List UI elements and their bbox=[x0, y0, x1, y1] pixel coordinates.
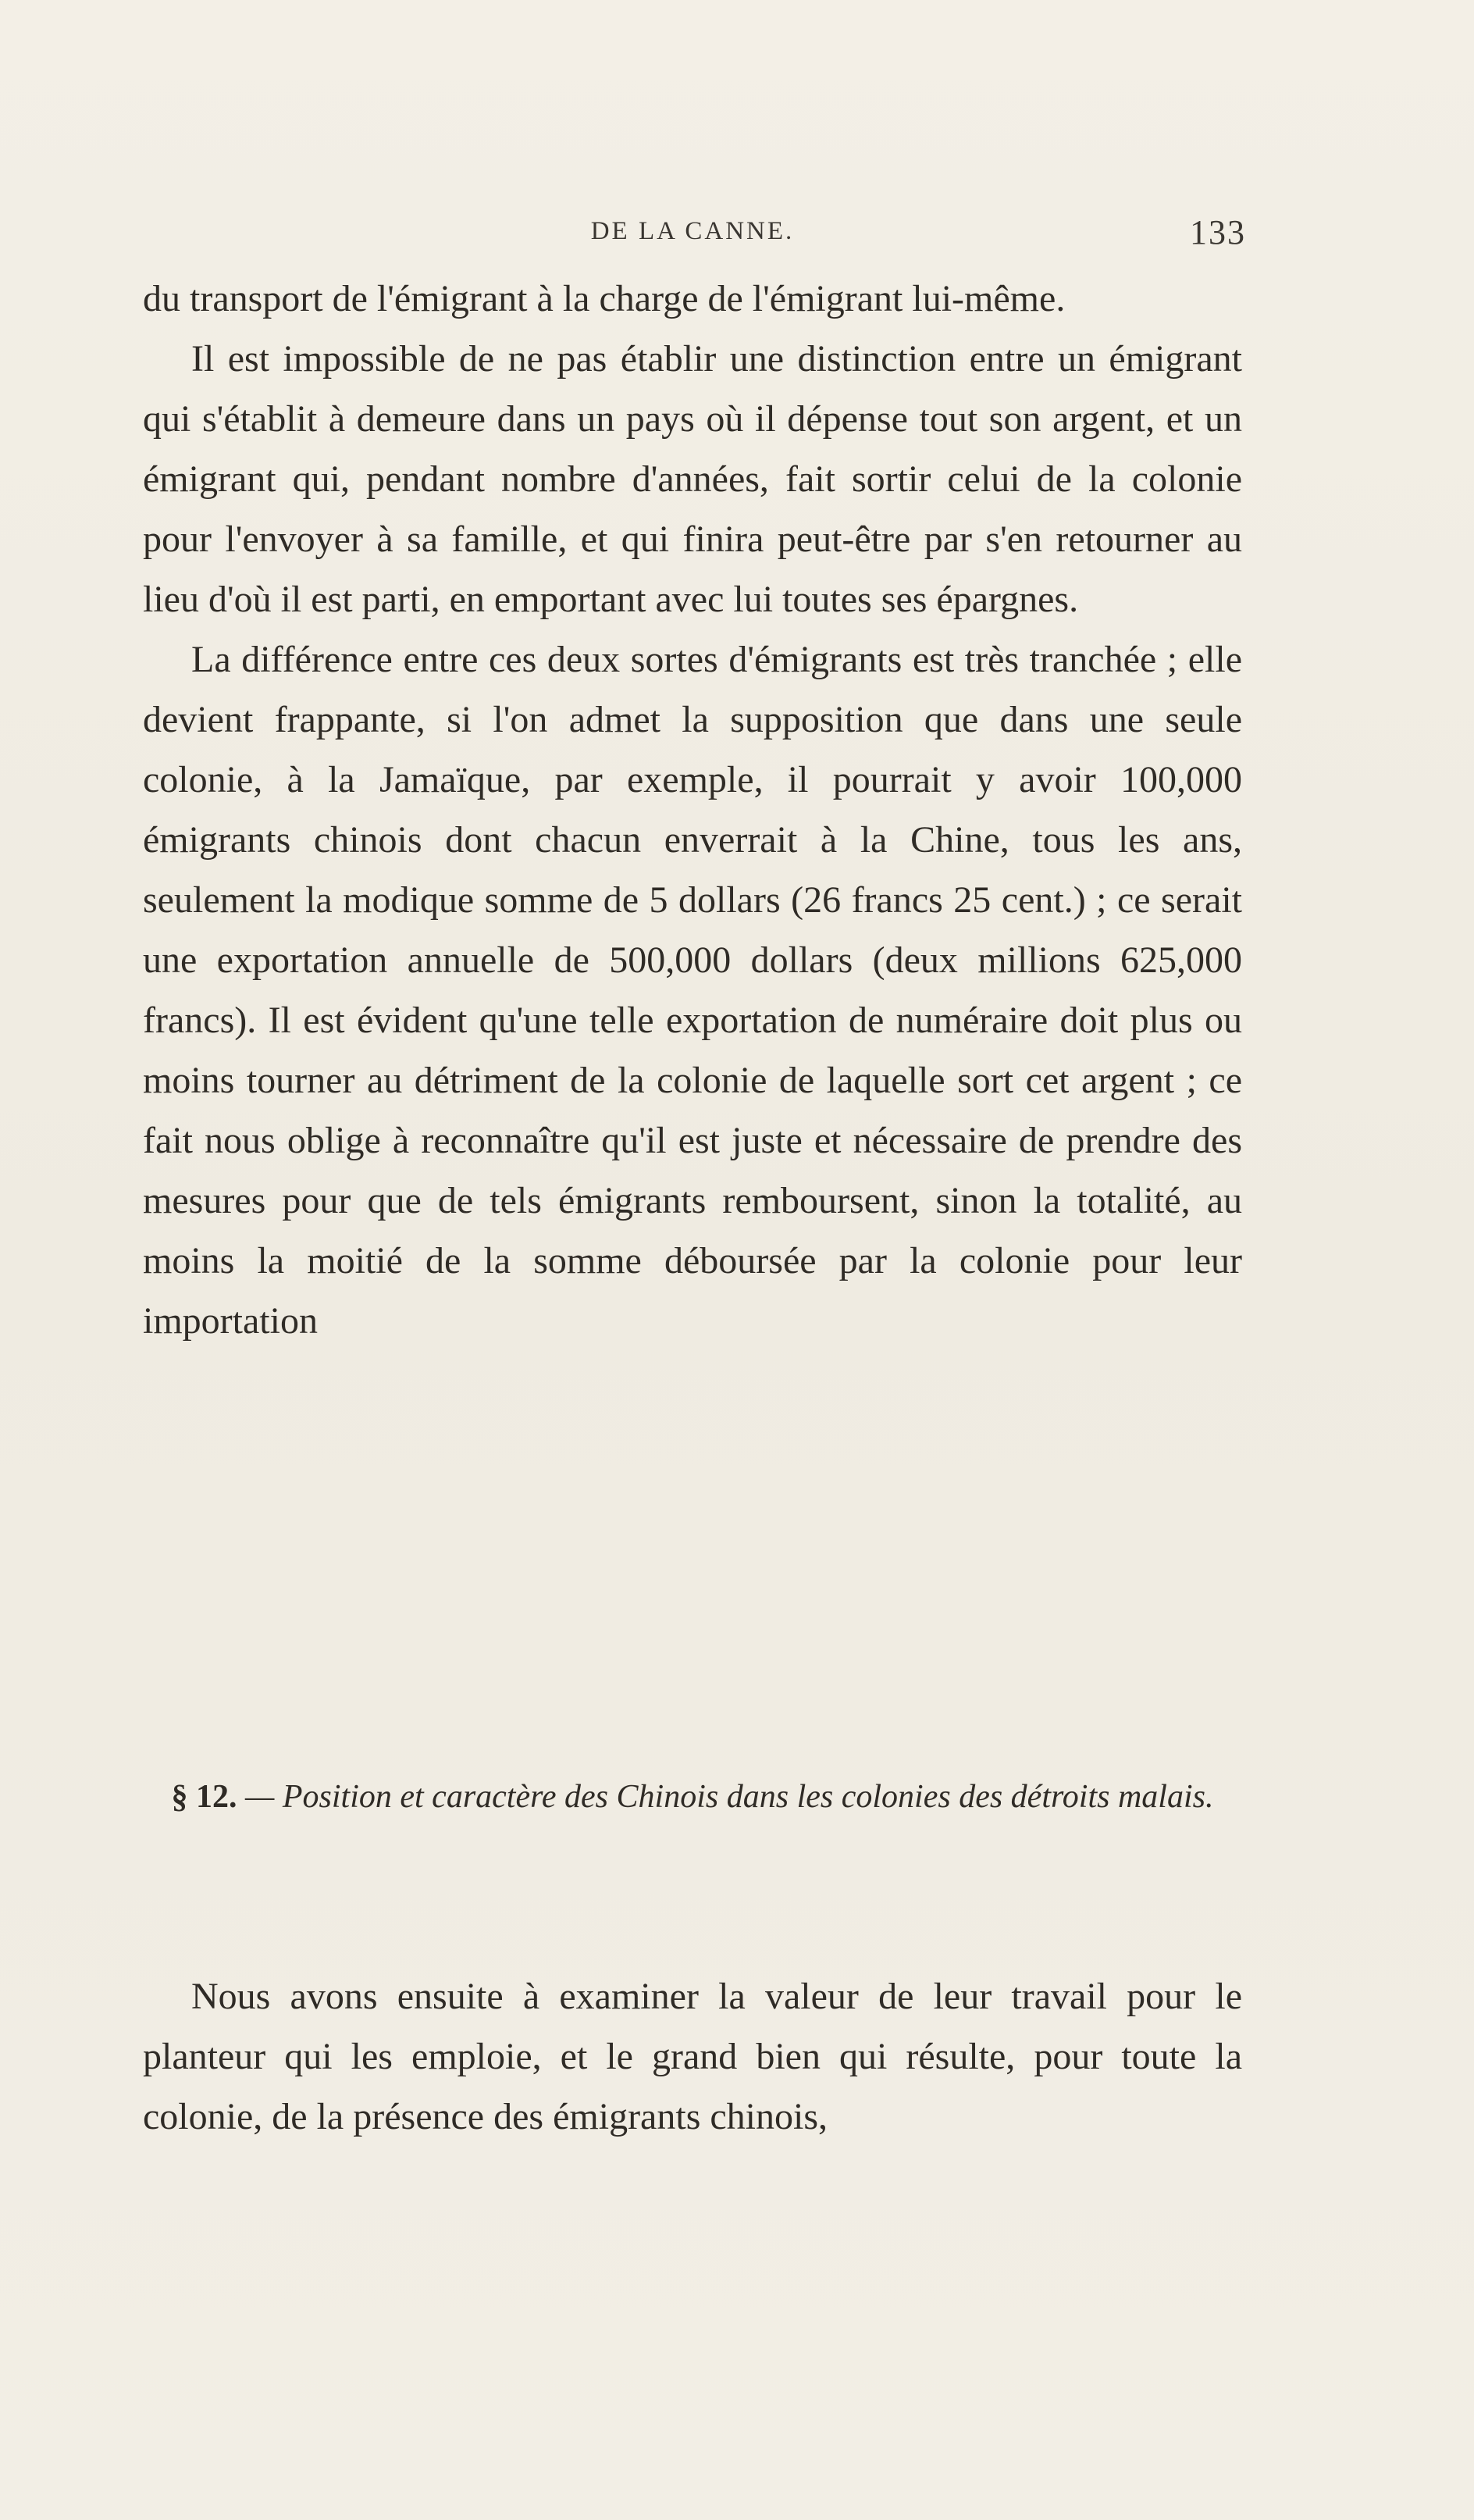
paragraph: Il est impossible de ne pas établir une distinction entre un émigrant qui s'établit à demeure dans un pays où il dépense tout son argent, et un émigrant qui, pendant nombre d'années, fait sortir celui de la colonie pour l'envoyer à sa famille, et qui finira peut-être par s'en retourner au lieu d'où il est parti, en emportant avec lui toutes ses épargnes. bbox=[143, 338, 1242, 620]
section-heading bbox=[143, 1773, 1242, 1821]
page-number: 133 bbox=[1190, 213, 1246, 251]
section-title: — Position et caractère des Chinois dans les colonies des détroits malais. bbox=[245, 1779, 1214, 1815]
paragraph-continuation: du transport de l'émigrant à la charge de l'émigrant lui-même. bbox=[143, 278, 1066, 319]
paragraph: La différence entre ces deux sortes d'émigrants est très tranchée ; elle devient frappante, si l'on admet la supposition que dans une seule colonie, à la Jamaïque, par exemple, il pourrait y avoir 100,000 émigrants chinois dont chacun enverrait à la Chine, tous les ans, seulement la modique somme de 5 dollars (26 francs 25 cent.) ; ce serait une exportation annuelle de 500,000 dollars (deux millions 625,000 francs). Il est évident qu'une telle exportation de numéraire doit plus ou moins tourner au détriment de la colonie de laquelle sort cet argent ; ce fait nous oblige à reconnaître qu'il est juste et nécessaire de prendre des mesures pour que de tels émigrants remboursent, sinon la totalité, au moins la moitié de la somme déboursée par la colonie pour leur importation bbox=[143, 639, 1242, 1342]
running-title: DE LA CANNE. bbox=[590, 217, 795, 245]
main-text bbox=[143, 269, 1242, 1351]
section-text bbox=[143, 1966, 1242, 2147]
page-header bbox=[139, 212, 1246, 259]
paragraph: Nous avons ensuite à examiner la valeur de leur travail pour le planteur qui les emploie, et le grand bien qui résulte, pour toute la colonie, de la présence des émigrants chinois, bbox=[143, 1976, 1242, 2137]
section-number: § 12. bbox=[171, 1779, 237, 1815]
